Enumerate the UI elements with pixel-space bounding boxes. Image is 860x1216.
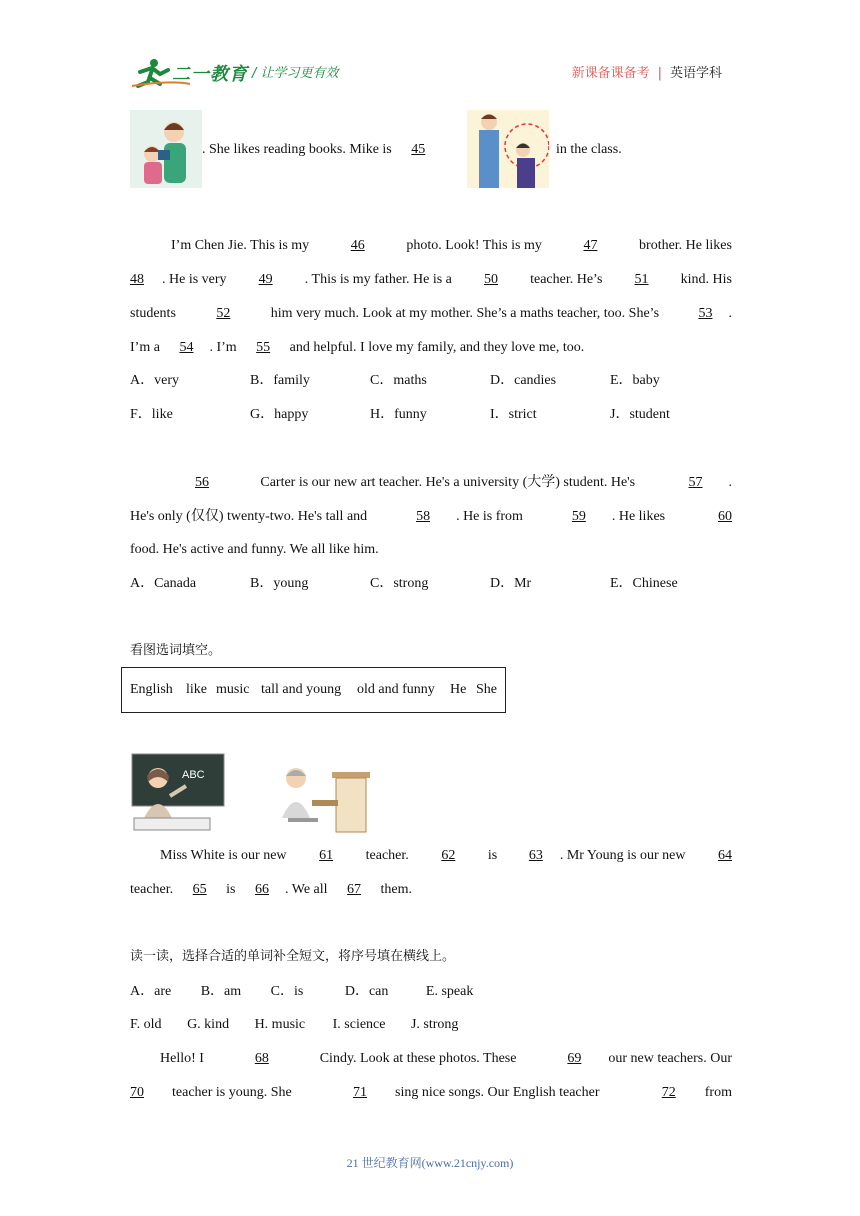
top-line-text bbox=[202, 140, 441, 160]
blank-48[interactable]: 48 bbox=[130, 272, 144, 287]
blank-45[interactable]: 45 bbox=[411, 142, 426, 157]
text-segment: . He is very bbox=[162, 272, 227, 287]
text-segment: teacher. He’s bbox=[530, 272, 603, 287]
word-box-item: music bbox=[216, 682, 250, 697]
text-segment: . I’m bbox=[209, 340, 237, 355]
blank-64[interactable]: 64 bbox=[718, 848, 732, 863]
page-footer: 21 世纪教育网(www.21cnjy.com) bbox=[346, 1156, 514, 1170]
word-box-item: old and funny bbox=[357, 682, 435, 697]
option-item: D．can bbox=[344, 984, 389, 999]
text-segment: . We all bbox=[284, 882, 328, 897]
text-segment: Carter is our new art teacher. He's a university (大学) student. He's bbox=[260, 475, 636, 490]
blank-59[interactable]: 59 bbox=[571, 509, 586, 524]
top-line-end: in the class. bbox=[556, 142, 622, 157]
logo-text: 二一教育 bbox=[172, 64, 248, 85]
option-item: C．strong bbox=[370, 576, 429, 591]
blank-65[interactable]: 65 bbox=[192, 882, 207, 897]
blank-54[interactable]: 54 bbox=[179, 340, 194, 355]
word-box-item: He bbox=[450, 682, 467, 697]
text-segment: them. bbox=[380, 882, 413, 897]
text-segment: brother. He likes bbox=[639, 238, 732, 253]
passage3-line2 bbox=[130, 880, 732, 900]
option-item: B．young bbox=[250, 576, 309, 591]
blank-47[interactable]: 47 bbox=[583, 238, 598, 253]
passage2-line1 bbox=[130, 473, 732, 493]
option-item: D．Mr bbox=[490, 576, 532, 591]
blank-53[interactable]: 53 bbox=[698, 306, 713, 321]
mother-reading-picture bbox=[130, 110, 202, 188]
options2-row bbox=[130, 574, 730, 594]
teacher-at-board-picture bbox=[130, 752, 226, 834]
header-right bbox=[572, 62, 722, 81]
option-item: E．baby bbox=[610, 373, 660, 388]
blank-46[interactable]: 46 bbox=[350, 238, 365, 253]
blank-57[interactable]: 57 bbox=[688, 475, 703, 490]
option-item: F. old bbox=[130, 1017, 162, 1032]
text-segment: him very much. Look at my mother. She’s a maths teacher, too. She’s bbox=[270, 306, 660, 321]
text-segment: Cindy. Look at these photos. These bbox=[319, 1051, 517, 1066]
option-item: A．very bbox=[130, 373, 179, 388]
blank-49[interactable]: 49 bbox=[258, 272, 273, 287]
section3-title: 看图选词填空。 bbox=[130, 643, 222, 658]
slogan: / 让学习更有效 bbox=[252, 66, 339, 81]
option-item: A．Canada bbox=[130, 576, 197, 591]
text-segment: I’m Chen Jie. This is my bbox=[171, 238, 310, 253]
blank-60[interactable]: 60 bbox=[718, 509, 732, 524]
blank-58[interactable]: 58 bbox=[416, 509, 431, 524]
man-at-piano-picture bbox=[272, 760, 372, 834]
blank-61[interactable]: 61 bbox=[319, 848, 334, 863]
text-segment: is bbox=[226, 882, 236, 897]
text-segment: I’m a bbox=[130, 340, 160, 355]
text-segment: . Mr Young is our new bbox=[559, 848, 686, 863]
blank-70[interactable]: 70 bbox=[130, 1085, 144, 1100]
blank-69[interactable]: 69 bbox=[567, 1051, 582, 1066]
blank-66[interactable]: 66 bbox=[254, 882, 269, 897]
text-segment: . bbox=[728, 306, 732, 321]
word-box-item: tall and young bbox=[261, 682, 342, 697]
text-segment: from bbox=[704, 1085, 732, 1100]
text-segment: Hello! I bbox=[160, 1051, 204, 1066]
passage3-line1 bbox=[130, 846, 732, 866]
text-segment: is bbox=[487, 848, 498, 863]
option-item: G. kind bbox=[187, 1017, 230, 1032]
passage2-line2 bbox=[130, 507, 732, 527]
header-tag-course: 新课备课备考 bbox=[571, 66, 650, 81]
passage2-line3: food. He's active and funny. We all like him. bbox=[130, 542, 379, 557]
word-box-item: like bbox=[186, 682, 207, 697]
option-item: C．is bbox=[270, 984, 304, 999]
option-item: I. science bbox=[332, 1017, 386, 1032]
passage4-line1 bbox=[130, 1049, 732, 1069]
options4-row1 bbox=[130, 982, 732, 1002]
blank-72[interactable]: 72 bbox=[661, 1085, 676, 1100]
options1-row2 bbox=[130, 405, 730, 425]
option-item: B．family bbox=[250, 373, 310, 388]
word-box-item: She bbox=[476, 682, 497, 697]
text-segment: Miss White is our new bbox=[160, 848, 287, 863]
text-segment: . bbox=[728, 475, 732, 490]
blank-56[interactable]: 56 bbox=[195, 475, 209, 490]
blank-55[interactable]: 55 bbox=[256, 340, 271, 355]
option-item: J．student bbox=[610, 407, 670, 422]
option-item: I．strict bbox=[490, 407, 537, 422]
word-box-item: English bbox=[130, 682, 173, 697]
text-segment: kind. His bbox=[680, 272, 732, 287]
text-segment: . This is my father. He is a bbox=[304, 272, 452, 287]
blank-63[interactable]: 63 bbox=[528, 848, 543, 863]
text-segment: students bbox=[130, 306, 176, 321]
text-segment: . He likes bbox=[611, 509, 666, 524]
option-item: B．am bbox=[200, 984, 242, 999]
option-item: F．like bbox=[130, 407, 173, 422]
blank-62[interactable]: 62 bbox=[441, 848, 456, 863]
blank-51[interactable]: 51 bbox=[634, 272, 649, 287]
text-segment: teacher is young. She bbox=[172, 1085, 292, 1100]
blank-71[interactable]: 71 bbox=[353, 1085, 367, 1100]
header-tag-subject: 英语学科 bbox=[669, 66, 722, 81]
passage1-line1 bbox=[130, 236, 732, 256]
text-segment: teacher. bbox=[365, 848, 409, 863]
option-item: A．are bbox=[130, 984, 172, 999]
option-item: H．funny bbox=[370, 407, 427, 422]
text-segment: and helpful. I love my family, and they love me, too. bbox=[289, 340, 585, 355]
text-segment: teacher. bbox=[130, 882, 174, 897]
option-item: H. music bbox=[254, 1017, 306, 1032]
blank-52[interactable]: 52 bbox=[216, 306, 231, 321]
blank-68[interactable]: 68 bbox=[254, 1051, 269, 1066]
option-item: E. speak bbox=[425, 984, 474, 999]
svg-text:ABC: ABC bbox=[182, 769, 205, 781]
option-item: D．candies bbox=[490, 373, 557, 388]
option-item: C．maths bbox=[370, 373, 427, 388]
text-segment: He's only (仅仅) twenty-two. He's tall and bbox=[130, 509, 368, 524]
option-item: J. strong bbox=[410, 1017, 459, 1032]
text-segment: . She likes reading books. Mike is bbox=[202, 142, 392, 157]
passage4-line2 bbox=[130, 1083, 732, 1103]
tall-man-short-boy-picture bbox=[467, 110, 549, 188]
blank-67[interactable]: 67 bbox=[347, 882, 362, 897]
text-segment: photo. Look! This is my bbox=[406, 238, 542, 253]
option-item: G．happy bbox=[250, 407, 309, 422]
section4-title: 读一读，选择合适的单词补全短文，将序号填在横线上。 bbox=[130, 949, 456, 964]
passage1-line4 bbox=[130, 338, 732, 358]
header-separator: | bbox=[657, 66, 662, 81]
text-segment: sing nice songs. Our English teacher bbox=[395, 1085, 600, 1100]
passage1-line3 bbox=[130, 304, 732, 324]
text-segment: . He is from bbox=[456, 509, 523, 524]
blank-50[interactable]: 50 bbox=[483, 272, 498, 287]
passage1-line2 bbox=[130, 270, 732, 290]
text-segment: our new teachers. Our bbox=[608, 1051, 732, 1066]
options1-row1 bbox=[130, 371, 730, 391]
options4-row2 bbox=[130, 1015, 732, 1035]
word-box bbox=[121, 667, 506, 713]
option-item: E．Chinese bbox=[610, 576, 678, 591]
